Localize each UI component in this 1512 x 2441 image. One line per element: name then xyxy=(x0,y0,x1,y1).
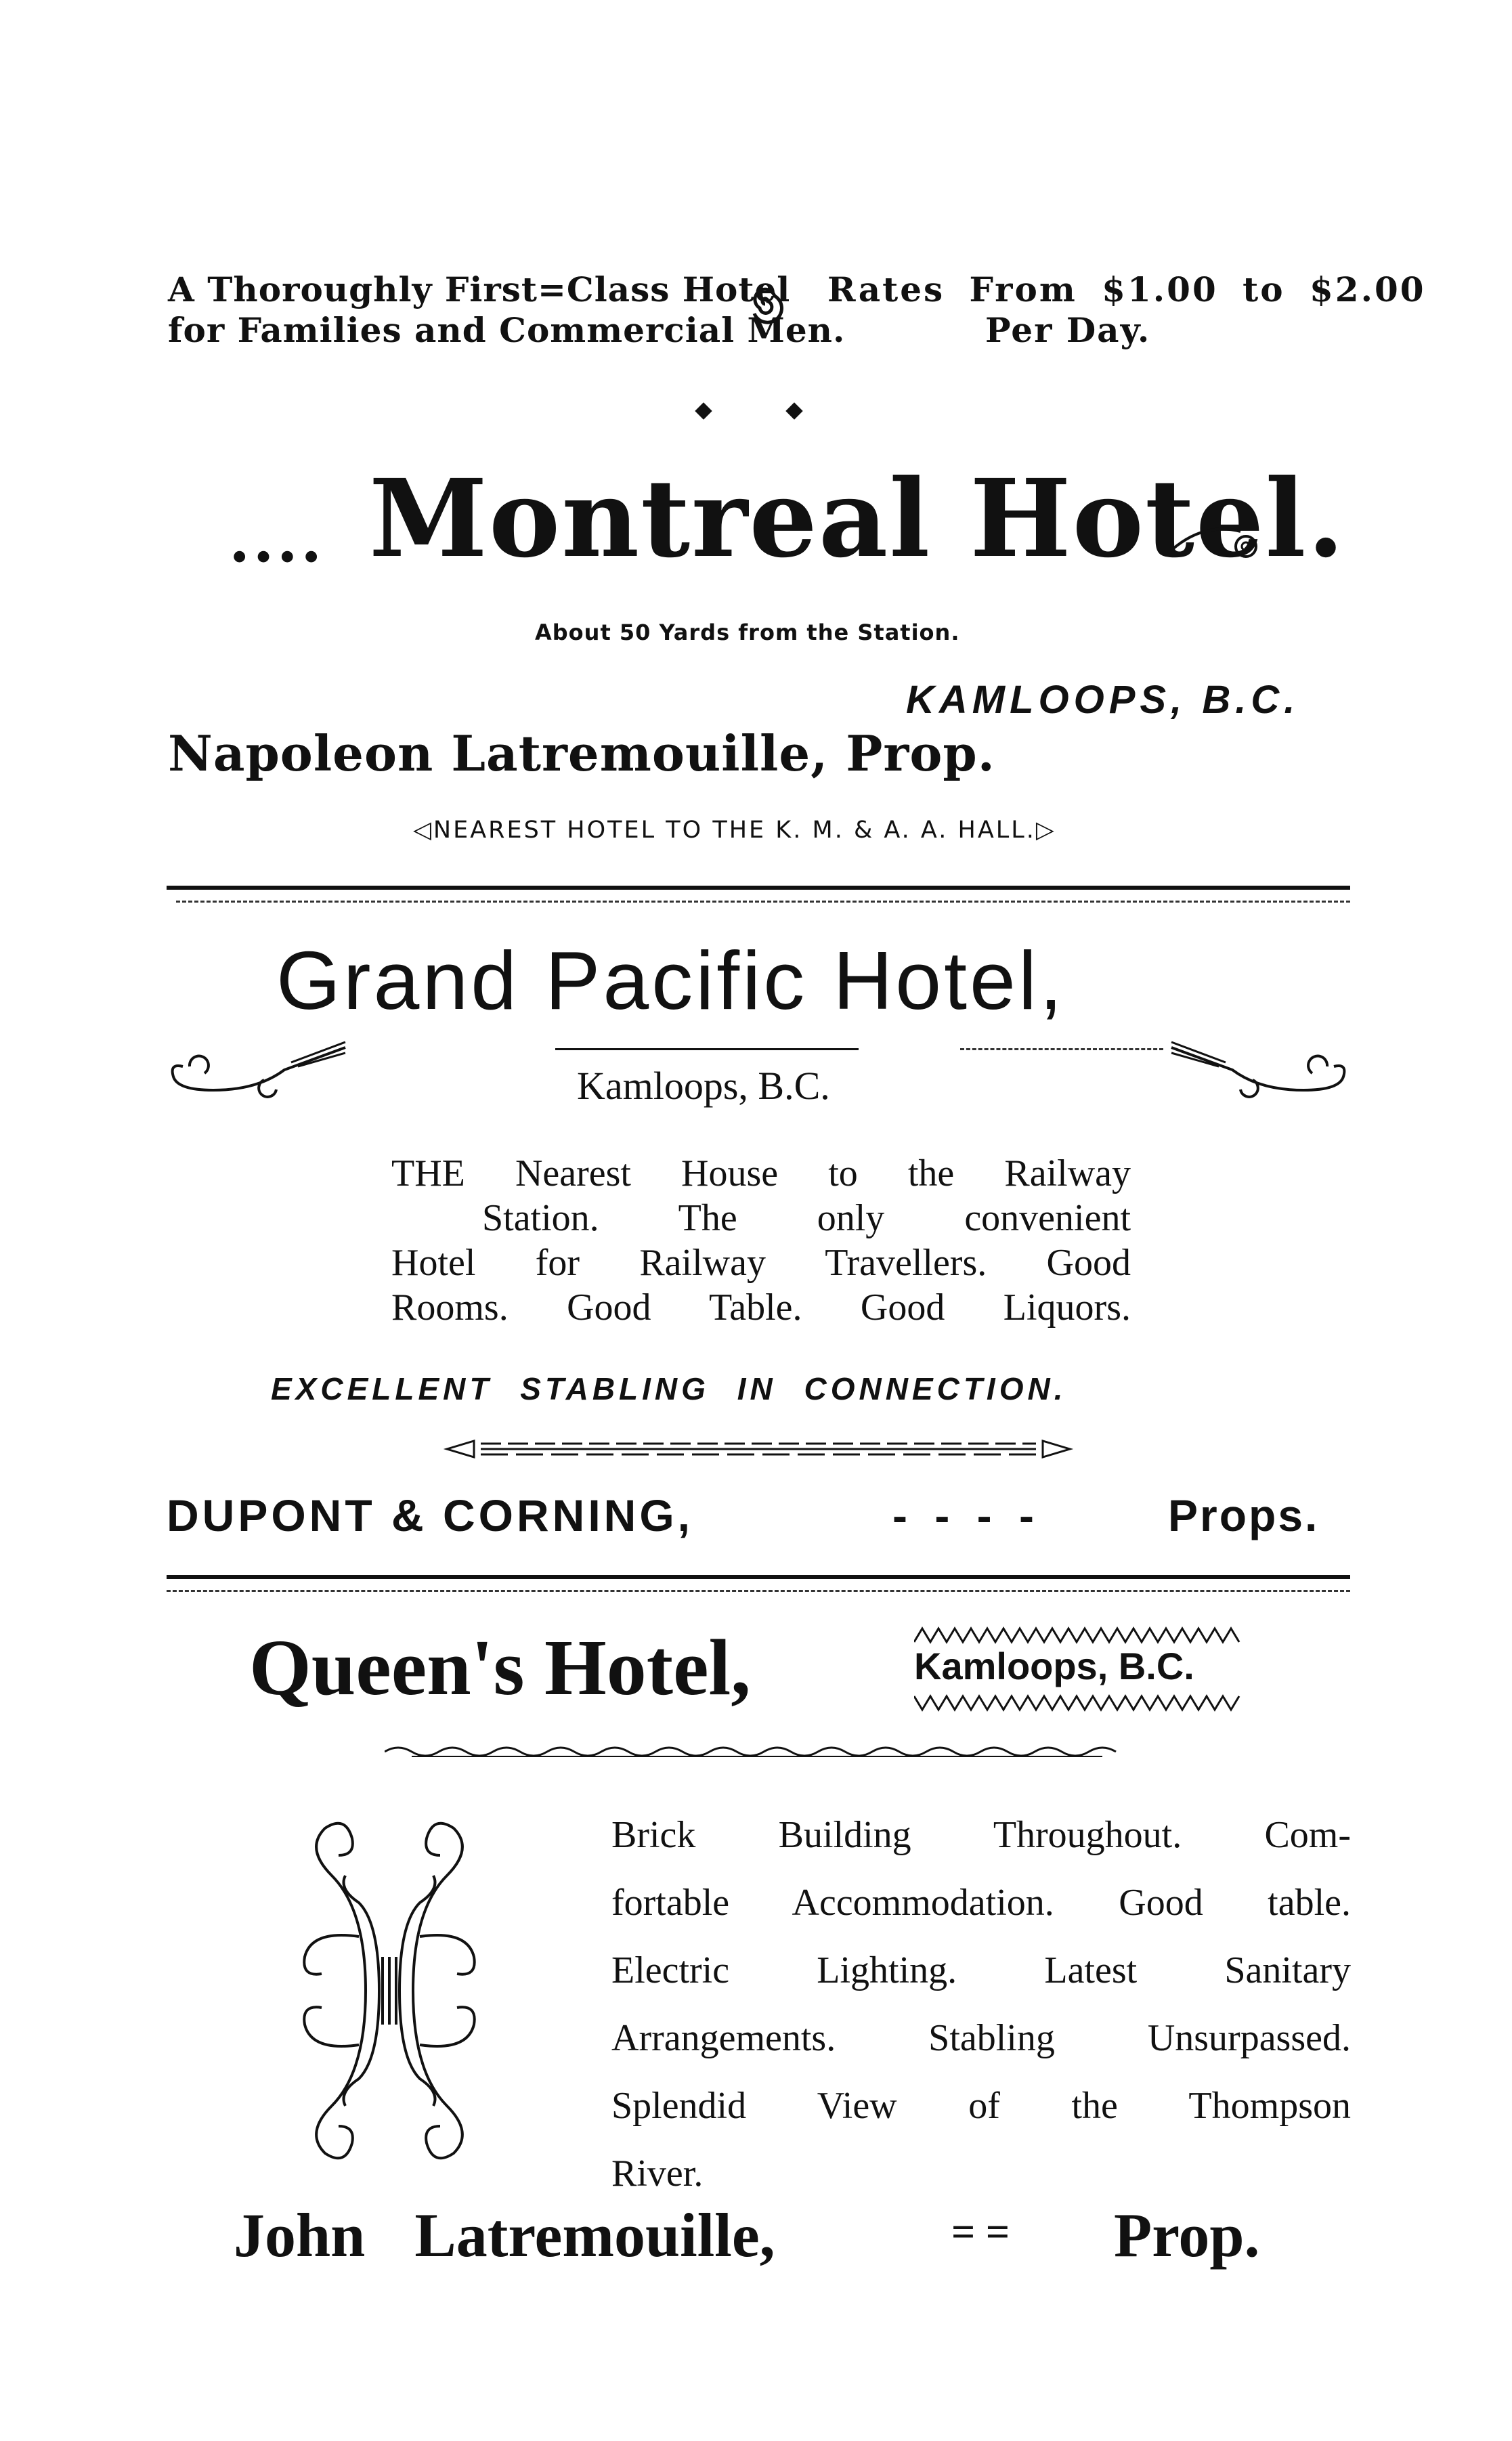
section-divider xyxy=(167,1575,1350,1579)
section-divider-dashed xyxy=(176,901,1350,903)
grand-pacific-props-label: Props. xyxy=(1168,1490,1320,1540)
montreal-tagline-line-2: for Families and Commercial Men. xyxy=(168,310,846,350)
queens-proprietor: John Latremouille, xyxy=(234,2201,775,2270)
ornamental-rule-icon xyxy=(440,1435,1077,1463)
montreal-rates-line-2: Per Day. xyxy=(985,310,1151,350)
title-flourish-icon xyxy=(1165,511,1259,569)
location-zigzag-top-icon xyxy=(914,1625,1253,1645)
diamond-icon xyxy=(785,402,802,419)
grand-pacific-dashes: - - - - xyxy=(892,1490,1034,1540)
right-scroll-flourish-icon xyxy=(1158,1039,1354,1104)
location-zigzag-bottom-icon xyxy=(914,1693,1253,1713)
montreal-title: Montreal Hotel. xyxy=(369,456,1346,582)
description-line: fortable Accommodation. Good table. xyxy=(611,1882,1351,1924)
queens-prop-label: Prop. xyxy=(1114,2201,1260,2270)
queens-description xyxy=(611,1801,1351,2207)
montreal-tagline-line-1: A Thoroughly First=Class Hotel xyxy=(168,269,791,309)
description-line: THE Nearest House to the Railway xyxy=(391,1152,1131,1194)
grand-pacific-location: Kamloops, B.C. xyxy=(577,1064,830,1108)
grand-pacific-title: Grand Pacific Hotel, xyxy=(276,934,1065,1027)
grand-pacific-stabling: EXCELLENT STABLING IN CONNECTION. xyxy=(271,1371,1067,1406)
spiral-ornament-icon xyxy=(745,274,785,334)
description-line: Station. The only convenient xyxy=(482,1197,1131,1239)
scroll-ornament-icon xyxy=(284,1801,494,2180)
description-line: Splendid View of the Thompson xyxy=(611,2085,1351,2127)
montreal-title-prefix: .... xyxy=(229,504,325,576)
left-scroll-flourish-icon xyxy=(163,1039,352,1104)
description-line: Rooms. Good Table. Good Liquors. xyxy=(391,1287,1131,1328)
description-line: Arrangements. Stabling Unsurpassed. xyxy=(611,2017,1351,2059)
section-divider-dashed xyxy=(167,1590,1350,1592)
montreal-nearest-note: ◁NEAREST HOTEL TO THE K. M. & A. A. HALL.▷ xyxy=(413,817,1056,844)
queens-location: Kamloops, B.C. xyxy=(914,1645,1194,1687)
description-line: Electric Lighting. Latest Sanitary xyxy=(611,1949,1351,1991)
grand-pacific-description xyxy=(391,1151,1131,1330)
montreal-proprietor: Napoleon Latremouille, Prop. xyxy=(168,725,995,782)
queens-separator: = = xyxy=(951,2209,1010,2255)
montreal-location: KAMLOOPS, B.C. xyxy=(906,678,1300,722)
description-line: Brick Building Throughout. Com- xyxy=(611,1814,1351,1856)
queens-title: Queen's Hotel, xyxy=(249,1623,751,1712)
montreal-rates-line-1: Rates From $1.00 to $2.00 xyxy=(827,269,1426,309)
diamond-icon xyxy=(695,402,712,419)
location-rule xyxy=(555,1048,859,1050)
description-line: Hotel for Railway Travellers. Good xyxy=(391,1242,1131,1284)
location-rule-dashed xyxy=(960,1048,1163,1050)
wavy-rule-icon xyxy=(385,1742,1129,1762)
description-line: River. xyxy=(611,2153,704,2195)
grand-pacific-proprietors: DUPONT & CORNING, xyxy=(167,1490,693,1540)
section-divider xyxy=(167,886,1350,890)
montreal-distance: About 50 Yards from the Station. xyxy=(535,620,960,645)
